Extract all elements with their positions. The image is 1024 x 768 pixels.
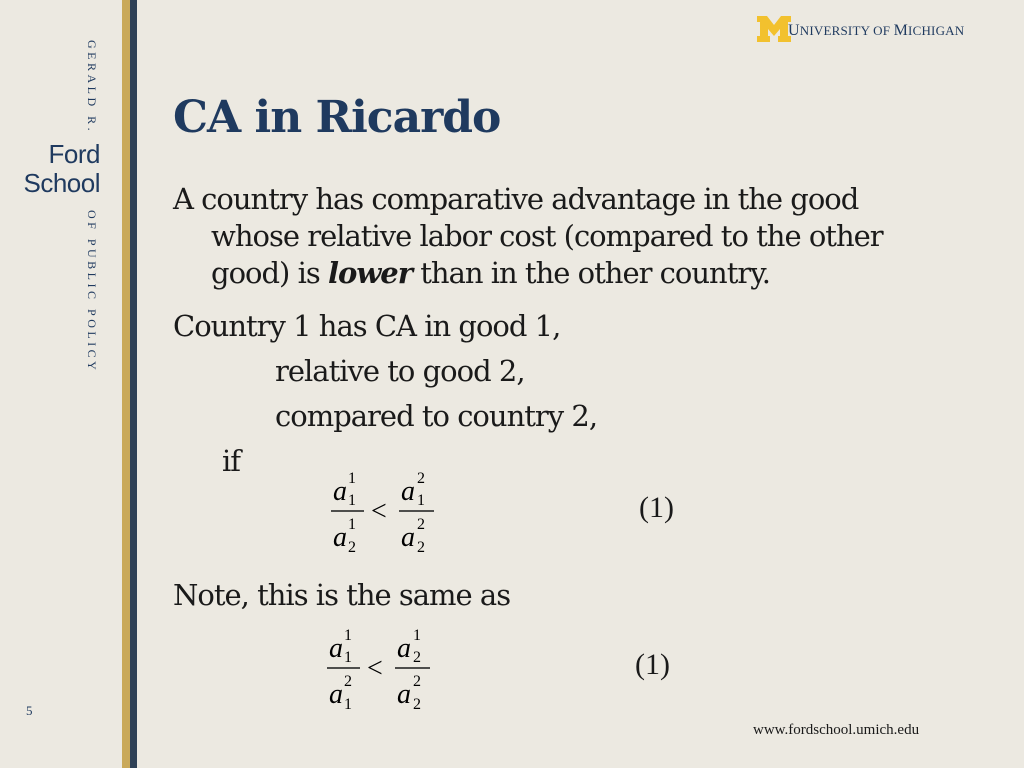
f2-right-numerator-sub: 2 [413, 649, 421, 666]
f2-right-numerator-sup: 1 [413, 627, 421, 644]
if-word: if [222, 444, 241, 478]
f1-left-numerator: a [333, 476, 347, 507]
definition-line-1: A country has comparative advantage in the good [173, 182, 859, 216]
note-text: Note, this is the same as [173, 578, 511, 612]
ca-statement-line-3: compared to country 2, [275, 399, 598, 433]
f2-left-numerator-sup: 1 [344, 627, 352, 644]
definition-line-3 [173, 255, 973, 292]
sidebar [0, 0, 122, 768]
f1-left-denominator: a [333, 522, 347, 553]
sidebar-gold-stripe [122, 0, 130, 768]
logo-line-school: School [23, 168, 100, 198]
university-name [788, 22, 964, 40]
f2-left-denominator-sup: 2 [344, 673, 352, 690]
equation-1-number: (1) [639, 491, 674, 524]
sidebar-vertical-bottom: OF PUBLIC POLICY [85, 210, 99, 374]
f1-right-denominator: a [401, 522, 415, 553]
f1-left-numerator-sub: 1 [348, 492, 356, 509]
university-word2: ICHIGAN [908, 23, 965, 38]
f2-left-denominator-sub: 1 [344, 696, 352, 713]
emphasis-lower: lower [327, 256, 413, 290]
f2-left-denominator: a [329, 679, 343, 710]
f2-left-numerator: a [329, 633, 343, 664]
formula-1 [320, 462, 450, 562]
university-cap-m: M [893, 22, 909, 39]
footer-url: www.fordschool.umich.edu [753, 722, 920, 738]
definition-line-3-end: than in the other country. [412, 256, 771, 290]
f2-right-denominator-sup: 2 [413, 673, 421, 690]
slide-title: CA in Ricardo [173, 92, 501, 143]
f1-left-numerator-sup: 1 [348, 470, 356, 487]
f1-right-denominator-sup: 2 [417, 516, 425, 533]
f1-right-denominator-sub: 2 [417, 539, 425, 556]
f2-operator: < [367, 653, 383, 684]
f2-right-denominator: a [397, 679, 411, 710]
f1-right-numerator-sub: 1 [417, 492, 425, 509]
f2-right-denominator-sub: 2 [413, 696, 421, 713]
f2-right-numerator: a [397, 633, 411, 664]
f1-right-numerator-sup: 2 [417, 470, 425, 487]
f1-operator: < [371, 496, 387, 527]
definition-paragraph [173, 181, 973, 292]
university-word1: NIVERSITY OF [799, 23, 894, 38]
f1-right-numerator: a [401, 476, 415, 507]
definition-line-3-start: good) is [211, 256, 328, 290]
ford-school-logo [24, 140, 101, 198]
f1-left-denominator-sub: 2 [348, 539, 356, 556]
sidebar-dark-stripe [130, 0, 137, 768]
equation-2-number: (1) [635, 648, 670, 681]
university-of-michigan-logo [757, 16, 964, 42]
f1-left-denominator-sup: 1 [348, 516, 356, 533]
f2-left-numerator-sub: 1 [344, 649, 352, 666]
block-m-shape [757, 16, 791, 42]
sidebar-vertical-top: GERALD R. [85, 40, 99, 135]
formula-2 [316, 619, 446, 719]
ca-statement-line-1: Country 1 has CA in good 1, [173, 309, 561, 343]
ca-statement-line-2: relative to good 2, [275, 354, 525, 388]
page-number: 5 [26, 703, 33, 718]
logo-line-ford: Ford [48, 139, 100, 169]
definition-line-2: whose relative labor cost (compared to the other [211, 219, 883, 253]
block-m-icon [757, 16, 791, 42]
university-cap-u: U [788, 22, 800, 39]
